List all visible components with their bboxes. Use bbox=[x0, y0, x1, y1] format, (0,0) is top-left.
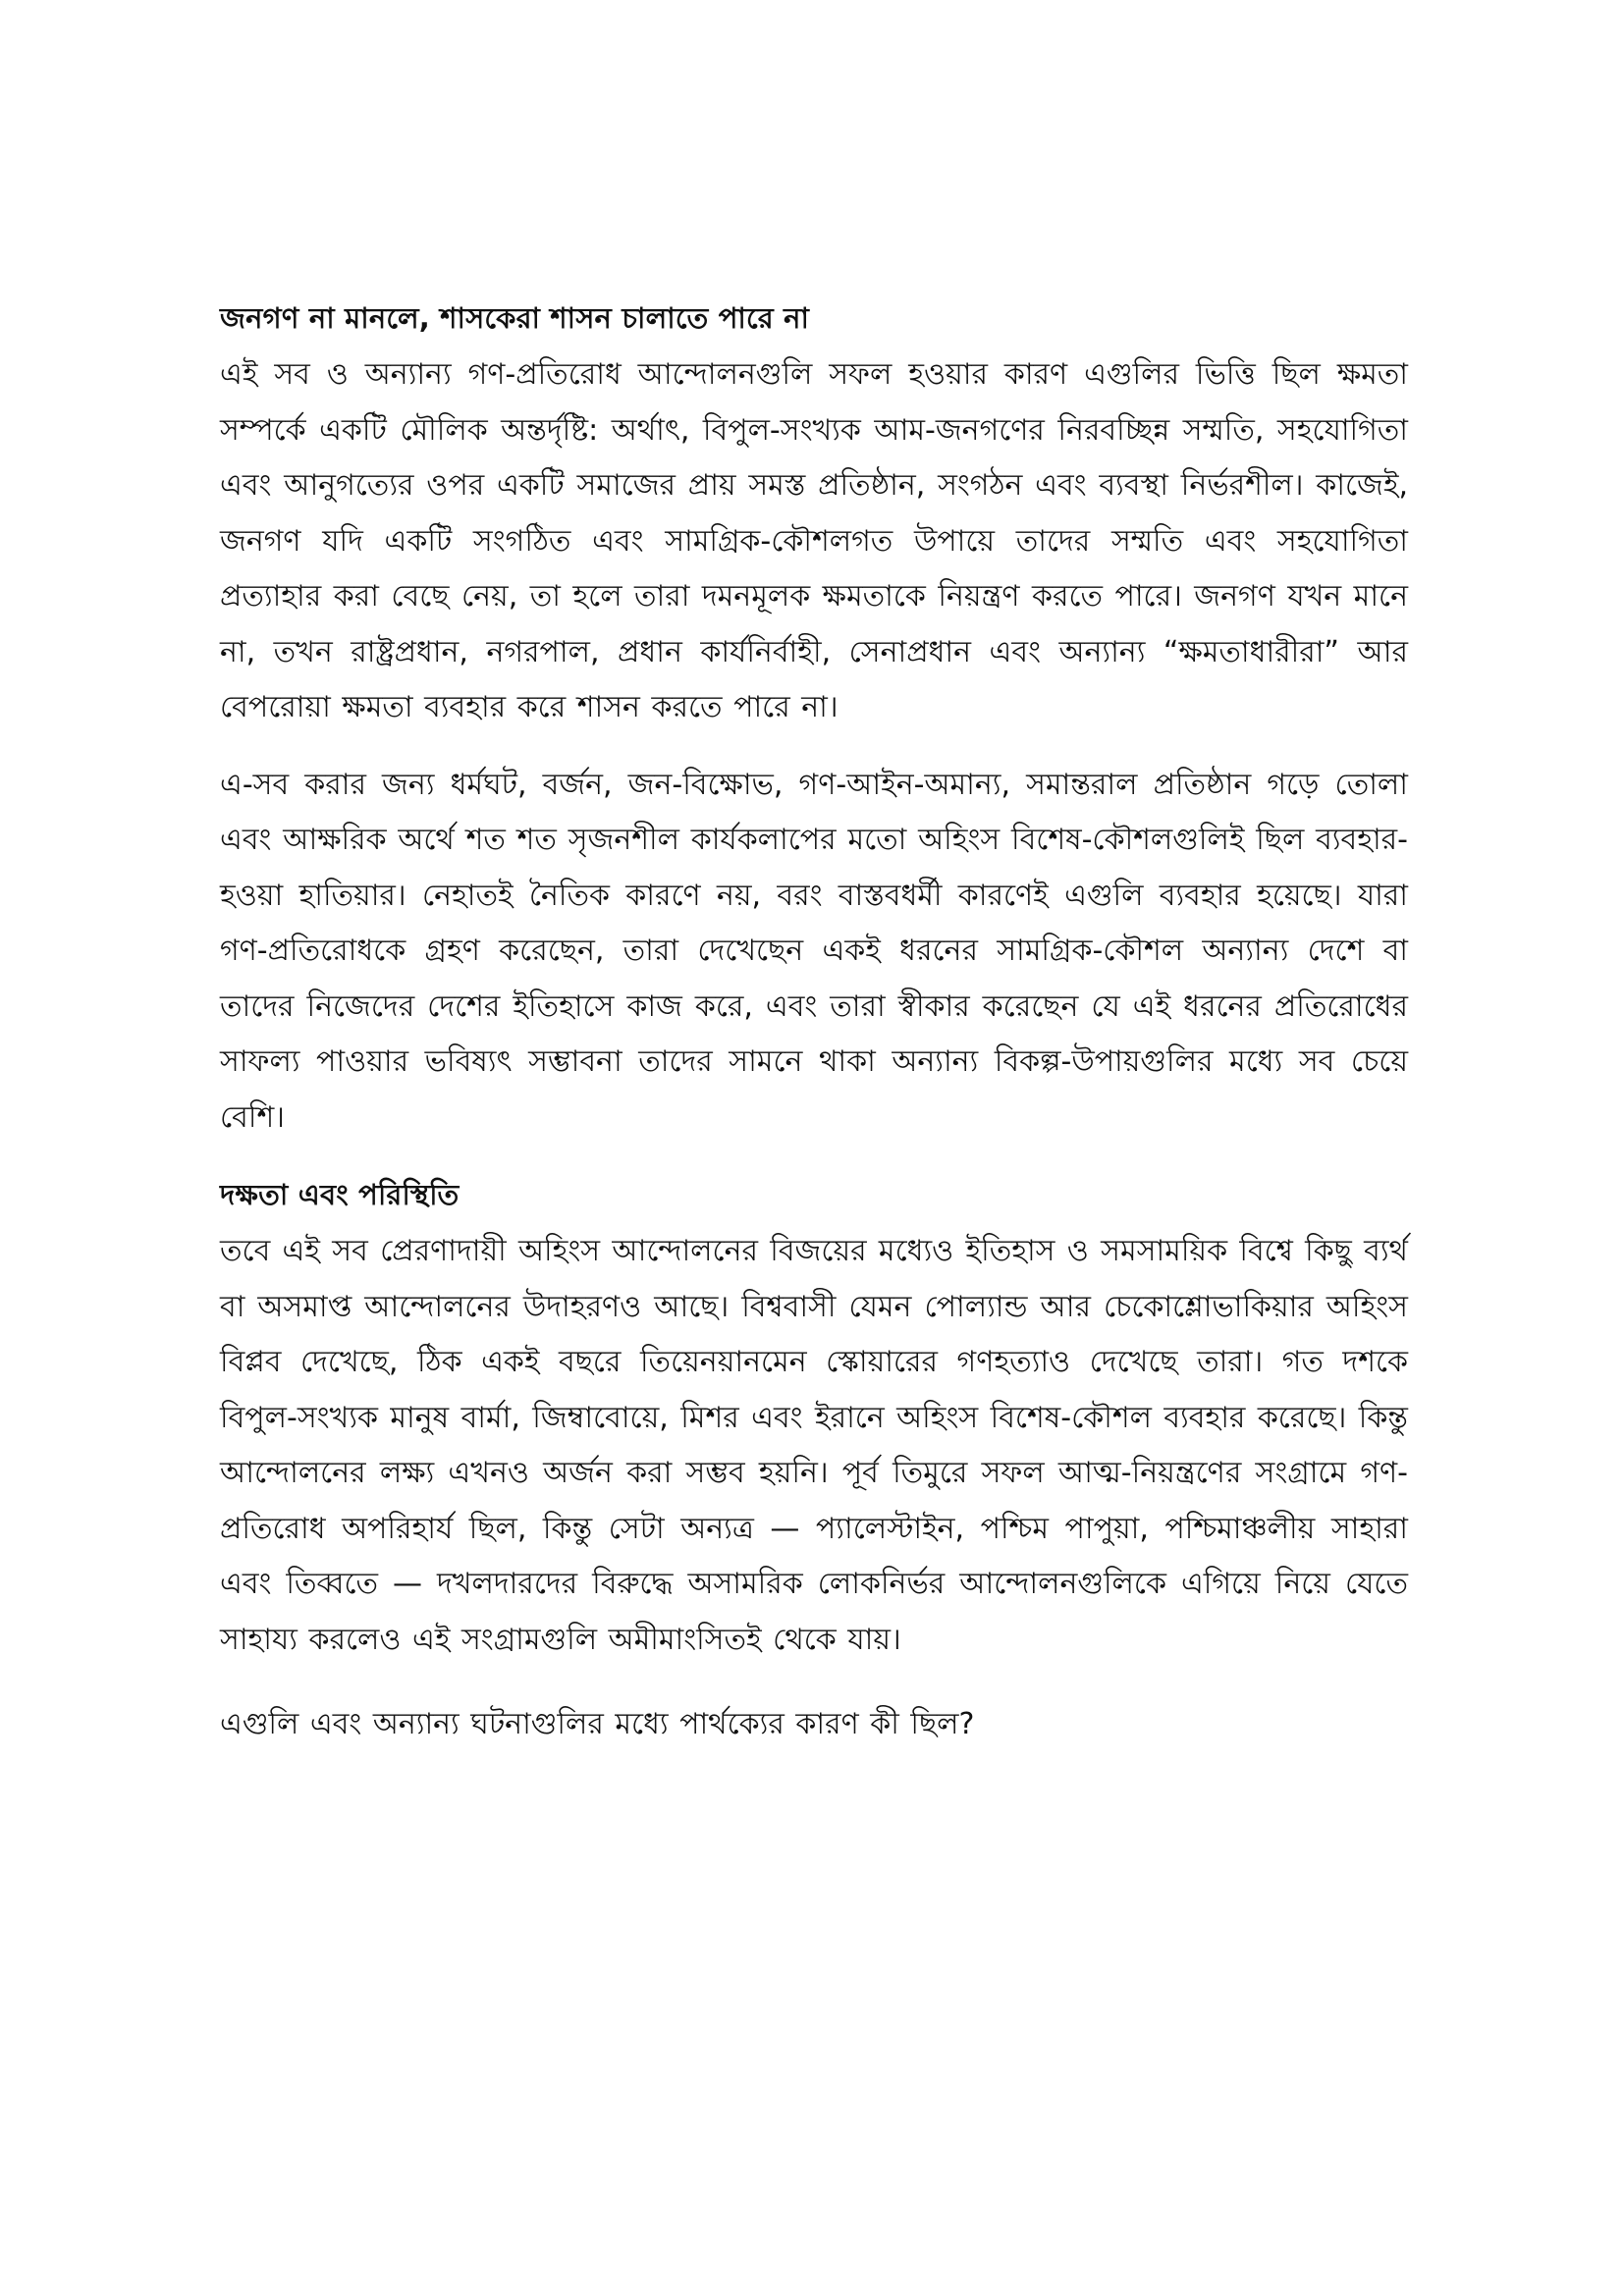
paragraph-question: এগুলি এবং অন্যান্য ঘটনাগুলির মধ্যে পার্থক্যের কারণ কী ছিল? bbox=[220, 1707, 975, 1741]
paragraph-nonviolent-techniques: এ-সব করার জন্য ধর্মঘট, বর্জন, জন-বিক্ষোভ, গণ-আইন-অমান্য, সমান্তরাল প্রতিষ্ঠান গড়ে তোলা এবং আক্ষরিক অর্থে শত শত সৃজনশীল কার্যকলাপের মতো অহিংস বিশেষ-কৌশলগুলিই ছিল ব্যবহার-হওয়া হাতিয়ার। নেহাতই নৈতিক কারণে নয়, বরং বাস্তবধর্মী কারণেই এগুলি ব্যবহার হয়েছে। যারা গণ-প্রতিরোধকে গ্রহণ করেছেন, তারা দেখেছেন একই ধরনের সামগ্রিক-কৌশল অন্যান্য দেশে বা তাদের নিজেদের দেশের ইতিহাসে কাজ করে, এবং তারা স্বীকার করেছেন যে এই ধরনের প্রতিরোধের সাফল্য পাওয়ার ভবিষ্যৎ সম্ভাবনা তাদের সামনে থাকা অন্যান্য বিকল্প-উপায়গুলির মধ্যে সব চেয়ে বেশি। bbox=[220, 767, 1408, 1135]
section-heading-people-rule: জনগণ না মানলে, শাসকেরা শাসন চালাতে পারে না bbox=[220, 301, 810, 335]
paragraph-failed-movements: তবে এই সব প্রেরণাদায়ী অহিংস আন্দোলনের বিজয়ের মধ্যেও ইতিহাস ও সমসাময়িক বিশ্বে কিছু ব্যর্থ বা অসমাপ্ত আন্দোলনের উদাহরণও আছে। বিশ্ববাসী যেমন পোল্যান্ড আর চেকোশ্লোভাকিয়ার অহিংস বিপ্লব দেখেছে, ঠিক একই বছরে তিয়েনয়ানমেন স্কোয়ারের গণহত্যাও দেখেছে তারা। গত দশকে বিপুল-সংখ্যক মানুষ বার্মা, জিম্বাবোয়ে, মিশর এবং ইরানে অহিংস বিশেষ-কৌশল ব্যবহার করেছে। কিন্তু আন্দোলনের লক্ষ্য এখনও অর্জন করা সম্ভব হয়নি। পূর্ব তিমুরে সফল আত্ম-নিয়ন্ত্রণের সংগ্রামে গণ-প্রতিরোধ অপরিহার্য ছিল, কিন্তু সেটা অন্যত্র — প্যালেস্টাইন, পশ্চিম পাপুয়া, পশ্চিমাঞ্চলীয় সাহারা এবং তিব্বতে — দখলদারদের বিরুদ্ধে অসামরিক লোকনির্ভর আন্দোলনগুলিকে এগিয়ে নিয়ে যেতে সাহায্য করলেও এই সংগ্রামগুলি অমীমাংসিতই থেকে যায়। bbox=[220, 1234, 1408, 1657]
document-page bbox=[220, 294, 1408, 1775]
paragraph-power-consent: এই সব ও অন্যান্য গণ-প্রতিরোধ আন্দোলনগুলি সফল হওয়ার কারণ এগুলির ভিত্তি ছিল ক্ষমতা সম্পর্কে একটি মৌলিক অন্তর্দৃষ্টি: অর্থাৎ, বিপুল-সংখ্যক আম-জনগণের নিরবচ্ছিন্ন সম্মতি, সহযোগিতা এবং আনুগত্যের ওপর একটি সমাজের প্রায় সমস্ত প্রতিষ্ঠান, সংগঠন এবং ব্যবস্থা নির্ভরশীল। কাজেই, জনগণ যদি একটি সংগঠিত এবং সামগ্রিক-কৌশলগত উপায়ে তাদের সম্মতি এবং সহযোগিতা প্রত্যাহার করা বেছে নেয়, তা হলে তারা দমনমূলক ক্ষমতাকে নিয়ন্ত্রণ করতে পারে। জনগণ যখন মানে না, তখন রাষ্ট্রপ্রধান, নগরপাল, প্রধান কার্যনির্বাহী, সেনাপ্রধান এবং অন্যান্য “ক্ষমতাধারীরা” আর বেপরোয়া ক্ষমতা ব্যবহার করে শাসন করতে পারে না। bbox=[220, 357, 1408, 724]
section-heading-skills-conditions: দক্ষতা এবং পরিস্থিতি bbox=[220, 1178, 460, 1211]
